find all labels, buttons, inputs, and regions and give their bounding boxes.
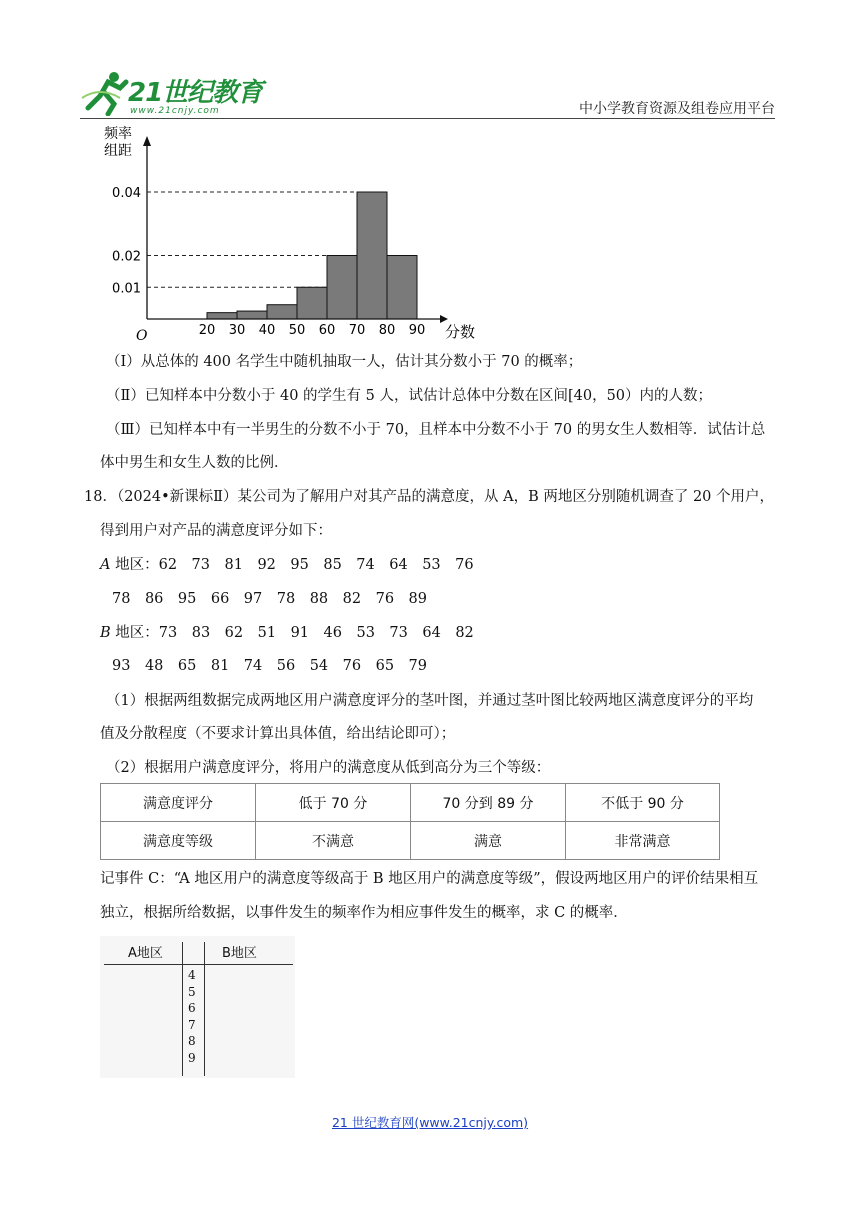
x-tick-label: 60	[318, 323, 336, 338]
q18-event-line2: 独立，根据所给数据，以事件发生的频率作为相应事件发生的概率，求 C 的概率．	[100, 905, 628, 921]
stem-value: 8	[188, 1034, 196, 1048]
stem-leaf-plot	[100, 936, 295, 1078]
y-axis-label-line2: 组距	[104, 143, 132, 159]
stem-leaf-right-label: B地区	[222, 946, 257, 961]
table-row	[101, 784, 720, 822]
region-a-symbol: A	[100, 557, 111, 573]
q18-part1-line1: （1）根据两组数据完成两地区用户满意度评分的茎叶图，并通过茎叶图比较两地区满意度评分的平均	[106, 693, 754, 709]
y-tick-label: 0.01	[112, 281, 141, 297]
y-axis-label-line1: 频率	[104, 126, 132, 142]
platform-name: 中小学教育资源及组卷应用平台	[579, 101, 775, 117]
q17-part3-line2: 体中男生和女生人数的比例．	[100, 455, 289, 471]
stem-leaf-header-rule	[104, 964, 293, 965]
header-divider	[80, 118, 775, 119]
histogram-bar	[237, 311, 267, 319]
q18-a-data-line1	[100, 555, 780, 575]
stem-value: 9	[188, 1050, 196, 1065]
satisfaction-grade-table	[100, 783, 720, 860]
page-footer	[0, 1113, 860, 1131]
histogram-bar	[327, 256, 357, 320]
page-header	[80, 62, 775, 118]
logo	[80, 68, 280, 116]
stem-value: 7	[188, 1017, 196, 1032]
x-tick-label: 70	[348, 323, 366, 338]
table-cell: 70 分到 89 分	[411, 784, 566, 822]
table-cell: 满意	[411, 822, 566, 860]
q18-intro-line2: 得到用户对产品的满意度评分如下：	[100, 523, 332, 539]
y-tick-label: 0.02	[112, 249, 141, 265]
footer-link[interactable]: 21 世纪教育网(www.21cnjy.com)	[331, 1115, 529, 1130]
logo-text: 21世纪教育	[128, 78, 263, 108]
region-a-scores: 地区：62 73 81 92 95 85 74 64 53 76	[110, 557, 474, 573]
x-tick-label: 40	[258, 323, 276, 338]
x-axis-arrow-icon	[440, 315, 448, 323]
q17-part1: （Ⅰ）从总体的 400 名学生中随机抽取一人，估计其分数小于 70 的概率；	[106, 354, 583, 370]
x-tick-label: 90	[408, 323, 426, 338]
table-cell: 满意度评分	[101, 784, 256, 822]
histogram-bar	[207, 313, 237, 319]
x-tick-label: 20	[198, 323, 216, 338]
q17-part3-line1: （Ⅲ）已知样本中有一半男生的分数不小于 70，且样本中分数不小于 70 的男女生人数相等．试估计总	[106, 422, 766, 438]
stem-value: 6	[188, 1001, 196, 1015]
stem-leaf-left-rule	[182, 942, 183, 1076]
x-tick-label: 30	[228, 323, 246, 338]
table-cell: 不满意	[256, 822, 411, 860]
q17-part2: （Ⅱ）已知样本中分数小于 40 的学生有 5 人，试估计总体中分数在区间[40，50）内的人数；	[106, 388, 713, 404]
x-tick-label: 80	[378, 323, 396, 338]
q18-part2: （2）根据用户满意度评分，将用户的满意度从低到高分为三个等级：	[106, 760, 551, 776]
logo-subtext: www.21cnjy.com	[130, 106, 220, 116]
stem-column	[188, 967, 196, 1066]
stem-leaf-left-label: A地区	[128, 946, 163, 961]
origin-label: O	[136, 328, 148, 344]
stem-value: 4	[188, 968, 196, 982]
stem-leaf-right-rule	[204, 942, 205, 1076]
table-cell: 满意度等级	[101, 822, 256, 860]
x-tick-label: 50	[288, 323, 306, 338]
table-cell: 不低于 90 分	[566, 784, 720, 822]
q18-b-data-line2: 93 48 65 81 74 56 54 76 65 79	[112, 658, 428, 674]
table-row	[101, 822, 720, 860]
histogram-bar	[297, 287, 327, 319]
q18-a-data-line2: 78 86 95 66 97 78 88 82 76 89	[112, 591, 428, 607]
stem-value: 5	[188, 984, 196, 999]
q18-intro-line1: 18．（2024•新课标Ⅱ）某公司为了解用户对其产品的满意度，从 A，B 两地区分别随机调查了 20 个用户，	[84, 489, 775, 505]
region-b-scores: 地区：73 83 62 51 91 46 53 73 64 82	[110, 625, 474, 641]
q18-event-line1: 记事件 C：“A 地区用户的满意度等级高于 B 地区用户的满意度等级”，假设两地区用户的评价结果相互	[100, 871, 759, 887]
y-axis-arrow-icon	[143, 136, 151, 146]
histogram-bar	[267, 305, 297, 319]
histogram-bar	[357, 192, 387, 319]
region-b-symbol: B	[100, 625, 111, 641]
table-cell: 非常满意	[566, 822, 720, 860]
y-tick-label: 0.04	[112, 186, 141, 201]
runner-logo-icon	[80, 68, 130, 116]
x-axis-label: 分数	[445, 323, 476, 341]
table-cell: 低于 70 分	[256, 784, 411, 822]
q18-part1-line2: 值及分散程度（不要求计算出具体值，给出结论即可）；	[100, 726, 456, 742]
histogram-bar	[387, 256, 417, 320]
histogram-chart	[100, 122, 490, 344]
q18-b-data-line1	[100, 623, 780, 643]
